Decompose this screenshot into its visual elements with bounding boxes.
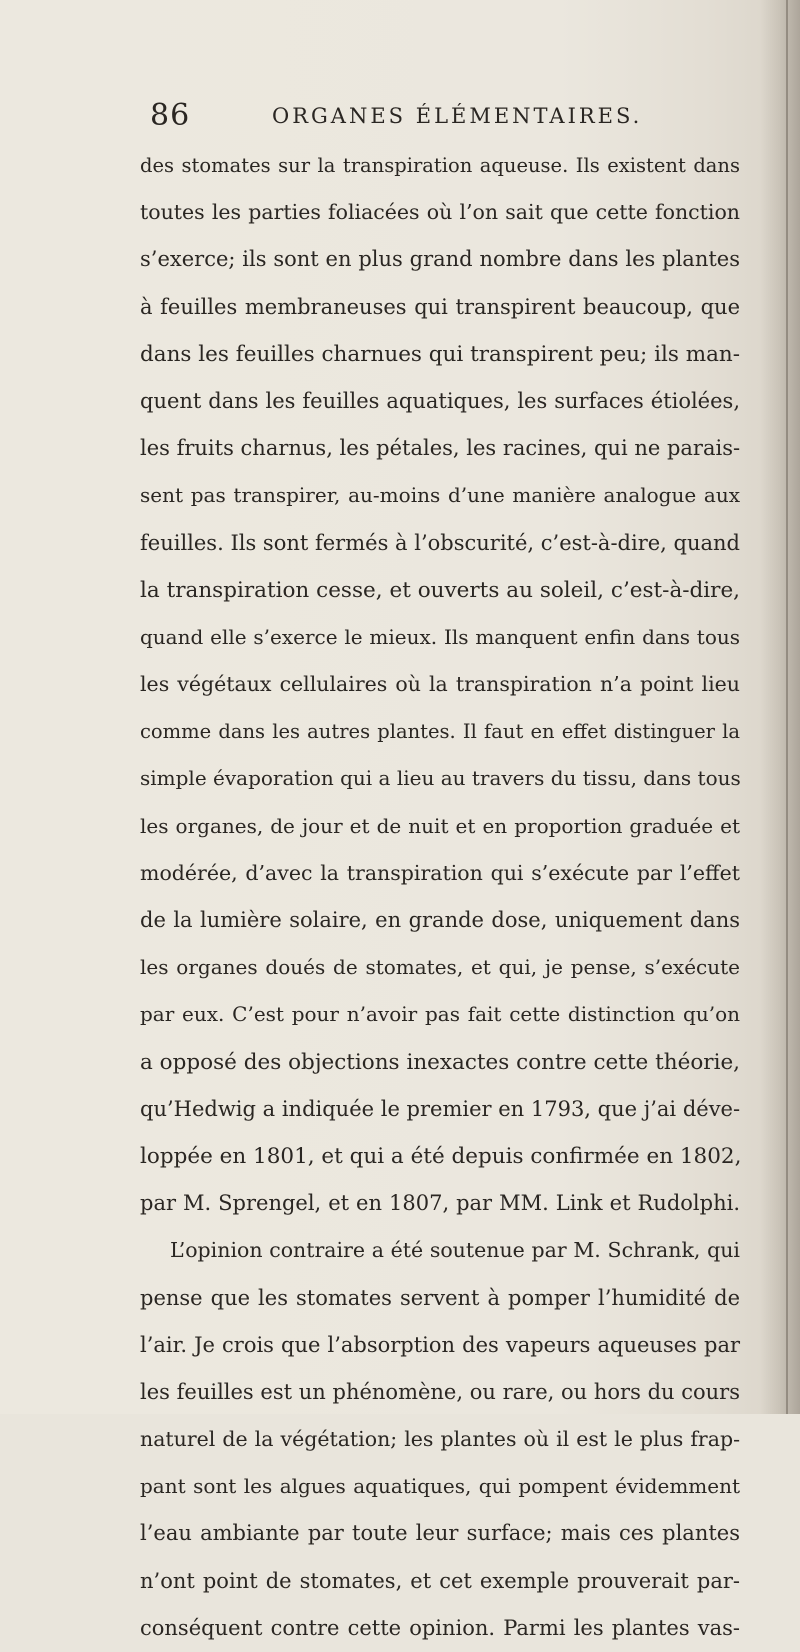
text-line: la transpiration cesse, et ouverts au soleil, c’est-à-dire, [140,577,740,603]
body-text [140,142,740,1652]
text-line: quent dans les feuilles aquatiques, les surfaces étiolées, [140,388,740,413]
text-line: quand elle s’exerce le mieux. Ils manquent enfin dans tous [140,624,740,649]
page-edge [786,0,788,1414]
text-line: n’ont point de stomates, et cet exemple prouverait par- [140,1568,740,1593]
text-line: loppée en 1801, et qui a été depuis confirmée en 1802, [140,1143,742,1169]
text-line: les végétaux cellulaires où la transpiration n’a point lieu [140,672,740,697]
text-line: a opposé des objections inexactes contre cette théorie, [140,1049,740,1075]
page-gutter-shadow [760,0,800,1414]
text-line: les organes doués de stomates, et qui, je pense, s’exécute [140,955,740,980]
text-line: par M. Sprengel, et en 1807, par MM. Link et Rudolphi. [140,1191,740,1216]
text-line: feuilles. Ils sont fermés à l’obscurité, c’est-à-dire, quand [140,530,740,555]
text-line: les feuilles est un phénomène, ou rare, ou hors du cours [140,1379,740,1404]
text-line: naturel de la végétation; les plantes où il est le plus frap- [140,1427,740,1452]
text-line: toutes les parties foliacées où l’on sait que cette fonction [140,200,740,225]
text-line: les organes, de jour et de nuit et en proportion graduée et [140,813,740,838]
text-line: de la lumière solaire, en grande dose, uniquement dans [140,908,740,932]
text-line: simple évaporation qui a lieu au travers du tissu, dans tous [140,766,741,791]
text-line: pant sont les algues aquatiques, qui pompent évidemment [140,1474,740,1499]
text-line: dans les feuilles charnues qui transpirent peu; ils man- [140,341,741,367]
text-line: par eux. C’est pour n’avoir pas fait cette distinction qu’on [140,1002,740,1027]
text-line: sent pas transpirer, au-moins d’une manière analogue aux [140,483,740,508]
text-line: des stomates sur la transpiration aqueuse. Ils existent dans [140,154,740,177]
running-head: ORGANES ÉLÉMENTAIRES. [272,104,643,128]
text-line: s’exerce; ils sont en plus grand nombre dans les plantes [140,247,740,272]
paragraph-start-line: L’opinion contraire a été soutenue par M. Schrank, qui [170,1238,740,1263]
text-line: à feuilles membraneuses qui transpirent beaucoup, que [140,294,740,319]
text-line: conséquent contre cette opinion. Parmi les plantes vas- [140,1615,740,1640]
text-line: comme dans les autres plantes. Il faut en effet distinguer la [140,720,740,744]
page-header [150,98,710,138]
text-line: pense que les stomates servent à pomper l’humidité de [140,1285,740,1310]
page-number: 86 [150,98,191,133]
text-line: modérée, d’avec la transpiration qui s’exécute par l’effet [140,860,740,885]
text-line: qu’Hedwig a indiquée le premier en 1793, que j’ai déve- [140,1096,741,1121]
text-line: l’air. Je crois que l’absorption des vapeurs aqueuses par [140,1332,740,1357]
text-line: les fruits charnus, les pétales, les racines, qui ne parais- [140,436,741,461]
text-line: l’eau ambiante par toute leur surface; mais ces plantes [140,1521,740,1546]
